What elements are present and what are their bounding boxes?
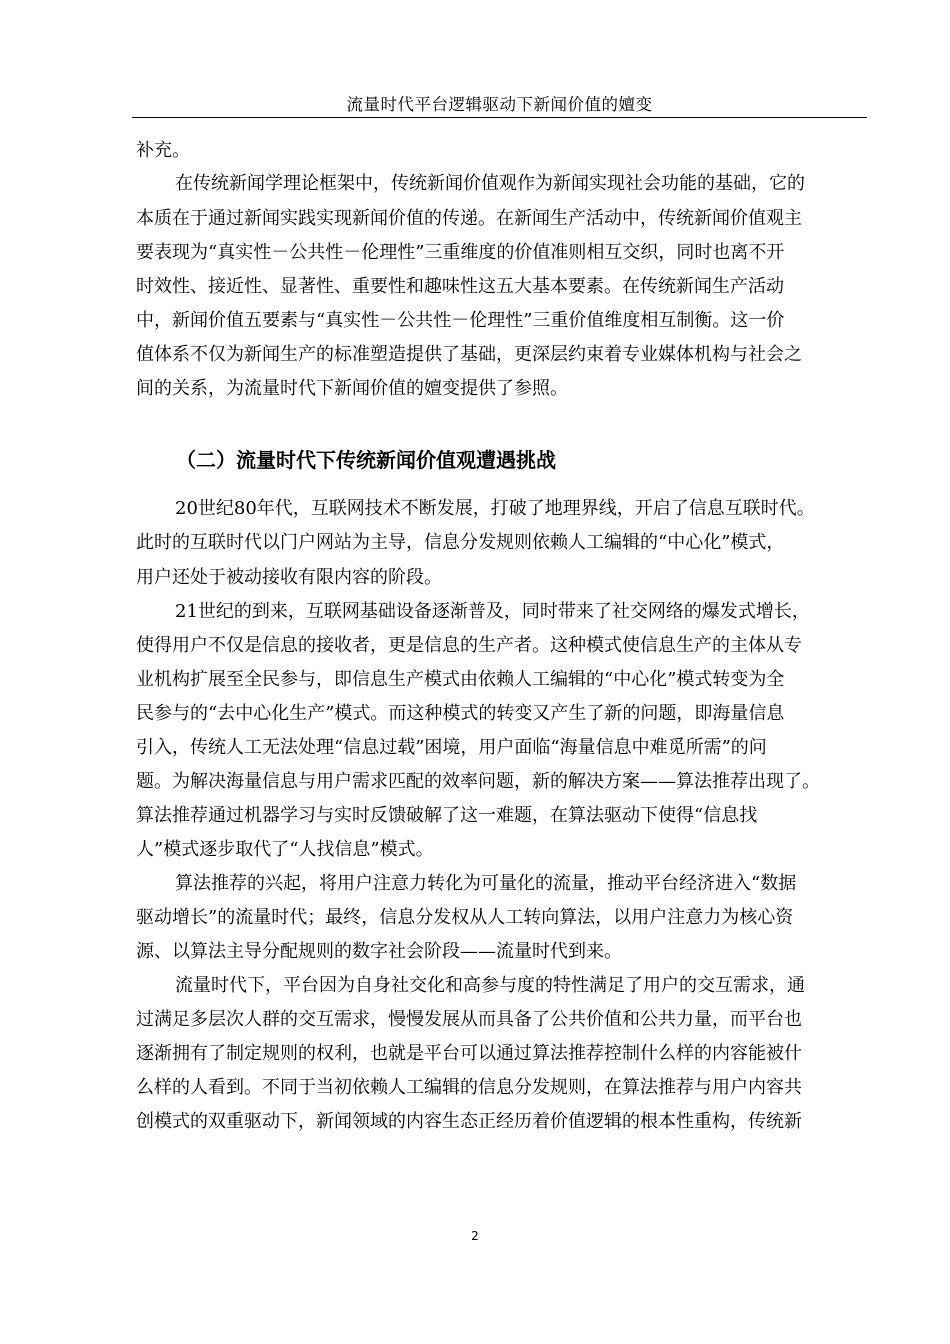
body-line: 使得用户不仅是信息的接收者，更是信息的生产者。这种模式使信息生产的主体从专	[136, 635, 802, 656]
body-line: 本质在于通过新闻实践实现新闻价值的传递。在新闻生产活动中，传统新闻价值观主	[136, 208, 802, 229]
body-line: 值体系不仅为新闻生产的标准塑造提供了基础，更深层约束着专业媒体机构与社会之	[136, 344, 802, 365]
body-line: 逐渐拥有了制定规则的权利，也就是平台可以通过算法推荐控制什么样的内容能被什	[136, 1043, 802, 1064]
body-line: 业机构扩展至全民参与，即信息生产模式由依赖人工编辑的“中心化”模式转变为全	[136, 669, 785, 690]
body-line: 间的关系，为流量时代下新闻价值的嬗变提供了参照。	[136, 378, 568, 399]
body-line: 流量时代下，平台因为自身社交化和高参与度的特性满足了用户的交互需求，通	[175, 975, 805, 996]
body-line: 21世纪的到来，互联网基础设备逐渐普及，同时带来了社交网络的爆发式增长，	[175, 601, 810, 622]
body-line: 用户还处于被动接收有限内容的阶段。	[136, 567, 442, 588]
body-line: 20世纪80年代，互联网技术不断发展，打破了地理界线，开启了信息互联时代。	[175, 498, 815, 519]
body-line: 过满足多层次人群的交互需求，慢慢发展从而具备了公共价值和公共力量，而平台也	[136, 1009, 802, 1030]
body-line: 补充。	[136, 140, 190, 161]
body-line: 要表现为“真实性－公共性－伦理性”三重维度的价值准则相互交织，同时也离不开	[136, 242, 785, 263]
body-line: 在传统新闻学理论框架中，传统新闻价值观作为新闻实现社会功能的基础，它的	[175, 173, 805, 194]
body-line: 引入，传统人工无法处理“信息过载”困境，用户面临“海量信息中难觅所需”的问	[136, 737, 767, 758]
body-line: 么样的人看到。不同于当初依赖人工编辑的信息分发规则，在算法推荐与用户内容共	[136, 1077, 802, 1098]
body-line: 此时的互联时代以门户网站为主导，信息分发规则依赖人工编辑的“中心化”模式，	[136, 532, 785, 553]
running-title: 流量时代平台逻辑驱动下新闻价值的嬗变	[346, 95, 653, 114]
section-heading: （二）流量时代下传统新闻价值观遭遇挑战	[176, 448, 556, 472]
body-line: 时效性、接近性、显著性、重要性和趣味性这五大基本要素。在传统新闻生产活动	[136, 276, 784, 297]
body-line: 创模式的双重驱动下，新闻领域的内容生态正经历着价值逻辑的根本性重构，传统新	[136, 1111, 802, 1132]
body-line: 源、以算法主导分配规则的数字社会阶段——流量时代到来。	[136, 941, 622, 962]
body-line: 驱动增长”的流量时代；最终，信息分发权从人工转向算法，以用户注意力为核心资	[136, 907, 794, 928]
page-header	[132, 95, 867, 118]
page-number: 2	[471, 1229, 479, 1243]
body-line: 民参与的“去中心化生产”模式。而这种模式的转变又产生了新的问题，即海量信息	[136, 703, 785, 724]
body-line: 算法推荐的兴起，将用户注意力转化为可量化的流量，推动平台经济进入“数据	[175, 873, 797, 894]
body-line: 人”模式逐步取代了“人找信息”模式。	[136, 839, 434, 860]
body-line: 题。为解决海量信息与用户需求匹配的效率问题，新的解决方案——算法推荐出现了。	[136, 771, 820, 792]
body-line: 算法推荐通过机器学习与实时反馈破解了这一难题，在算法驱动下使得“信息找	[136, 805, 758, 826]
body-line: 中，新闻价值五要素与“真实性－公共性－伦理性”三重价值维度相互制衡。这一价	[136, 310, 785, 331]
